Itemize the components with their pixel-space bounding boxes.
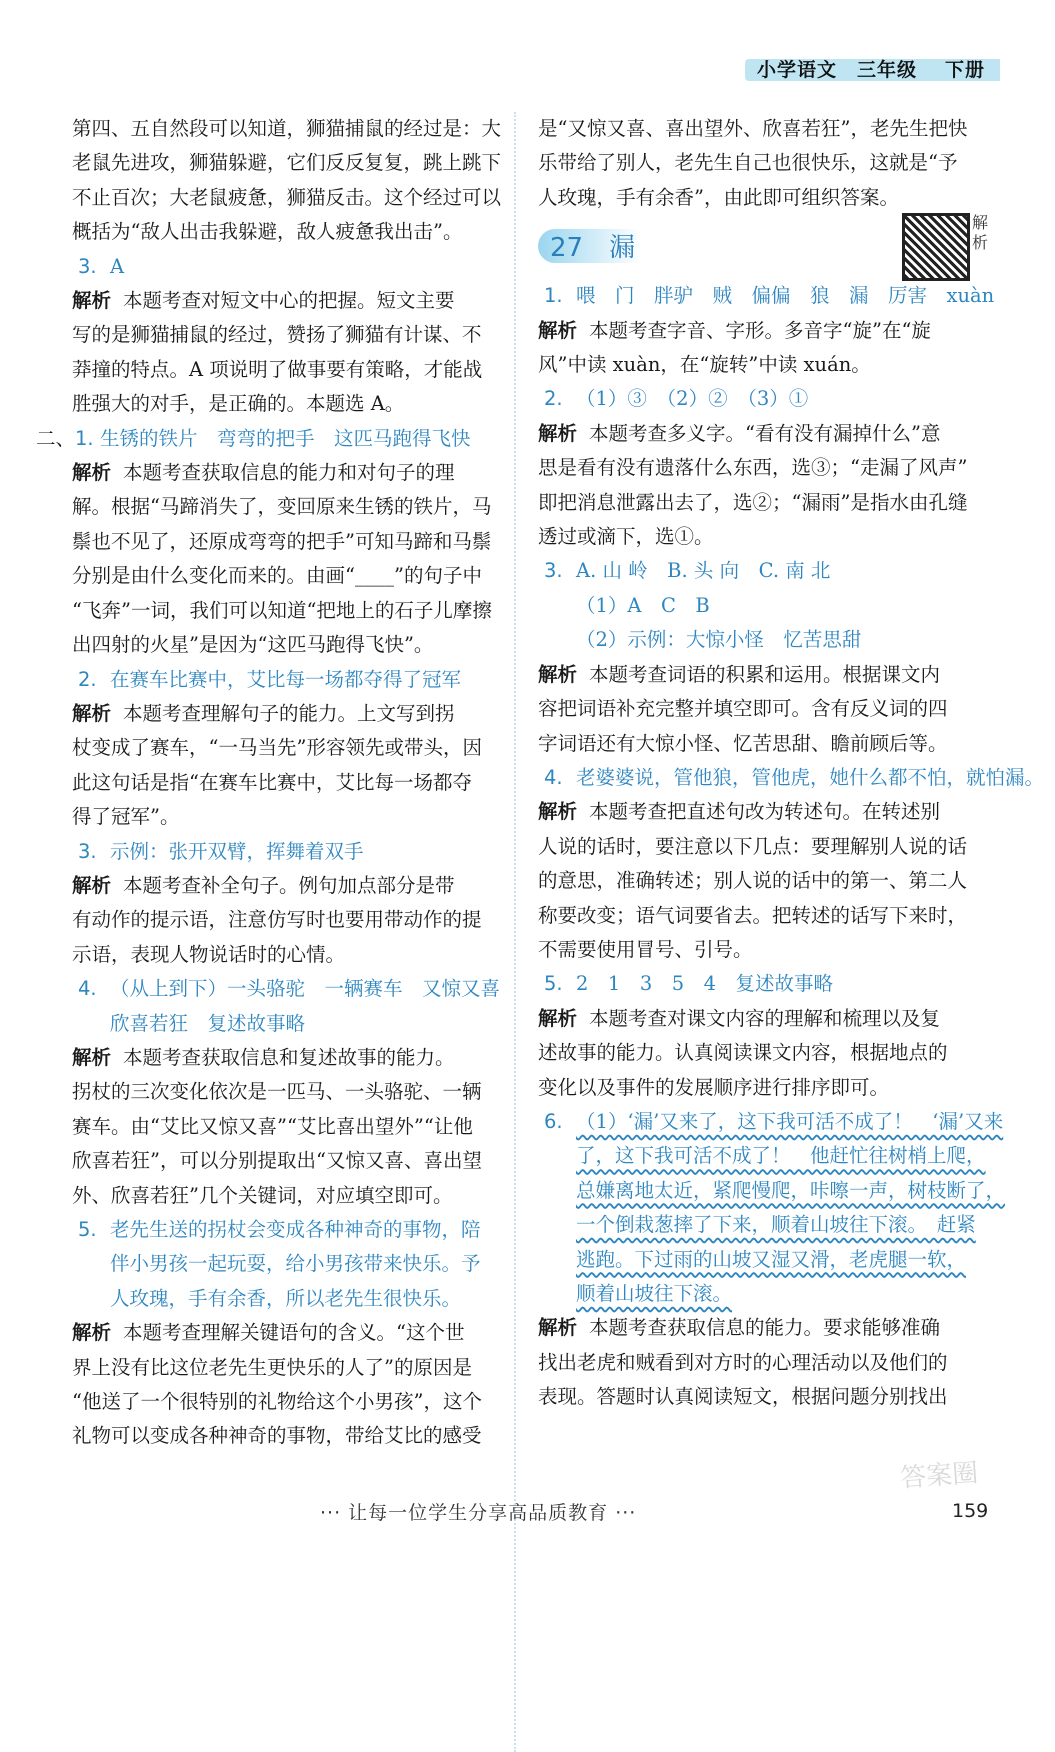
text-line: 有动作的提示语，注意仿写时也要用带动作的提 xyxy=(72,908,482,932)
analysis-label: 解析 xyxy=(72,461,112,485)
answer-text: （1）A C B xyxy=(576,593,710,617)
right-answers xyxy=(538,279,1045,1414)
analysis-text: 本题考查多义字。“看有没有漏掉什么”意 xyxy=(589,421,941,445)
answer-text: 总嫌离地太近，紧爬慢爬，咔嚓一声，树枝断了， xyxy=(576,1178,1006,1202)
question-number: 6. xyxy=(544,1109,563,1133)
answer-text: （1）‘漏’又来了，这下我可活不成了！ ‘漏’又来 xyxy=(576,1109,1004,1133)
watermark: 答案圈 xyxy=(899,1458,980,1494)
text-line: 即把消息泄露出去了，选②；“漏雨”是指水由孔缝 xyxy=(538,490,968,514)
text-line: 分别是由什么变化而来的。由画“____”的句子中 xyxy=(72,564,482,588)
answer-line xyxy=(538,1174,1006,1208)
text-line: 解。根据“马蹄消失了，变回原来生锈的铁片，马 xyxy=(72,495,492,519)
text-line: 乐带给了别人，老先生自己也很快乐，这就是“予 xyxy=(538,151,958,175)
text-line: 出四射的火星”是因为“这匹马跑得飞快”。 xyxy=(72,633,434,657)
left-column xyxy=(36,112,504,1454)
analysis-text: 本题考查对短文中心的把握。短文主要 xyxy=(123,289,455,313)
text-line: 称要改变；语气词要省去。把转述的话写下来时， xyxy=(538,903,968,927)
text-line: 是“又惊又喜、喜出望外、欣喜若狂”，老先生把快 xyxy=(538,117,968,140)
analysis-text: 本题考查对课文内容的理解和梳理以及复 xyxy=(589,1006,941,1030)
analysis-line xyxy=(72,1316,504,1350)
text-line: 莽撞的特点。A 项说明了做事要有策略，才能战 xyxy=(72,357,483,381)
analysis-text: 本题考查获取信息和复述故事的能力。 xyxy=(123,1045,455,1069)
question-number: 3. xyxy=(544,559,563,583)
answer-text: 在赛车比赛中，艾比每一场都夺得了冠军 xyxy=(110,667,462,691)
answer-text: 人玫瑰，手有余香，所以老先生很快乐。 xyxy=(110,1286,462,1310)
answer-line xyxy=(538,761,1045,795)
analysis-line xyxy=(538,1002,990,1036)
answer-line xyxy=(538,554,990,588)
answer-text: （从上到下）一头骆驼 一辆赛车 又惊又喜 xyxy=(110,977,501,1001)
answer-line xyxy=(72,1213,504,1247)
text-line: 赛车。由“艾比又惊又喜”“艾比喜出望外”“让他 xyxy=(72,1114,473,1138)
text-line: 透过或滴下，选①。 xyxy=(538,525,714,549)
analysis-line xyxy=(72,1041,504,1075)
analysis-label: 解析 xyxy=(538,800,578,824)
text-line: 得了冠军”。 xyxy=(72,805,180,829)
answer-text: 一个倒栽葱摔了下来，顺着山坡往下滚。 赶紧 xyxy=(576,1213,976,1237)
analysis-line xyxy=(538,658,990,692)
qr-label: 解析 xyxy=(972,213,989,253)
answer-text: 了，这下我可活不成了！ 他赶忙往树梢上爬， xyxy=(576,1144,986,1168)
answer-line xyxy=(538,1208,990,1242)
lesson-title xyxy=(538,213,990,275)
answer-line xyxy=(538,1243,990,1277)
analysis-label: 解析 xyxy=(538,1316,578,1340)
answer-text: 伴小男孩一起玩耍，给小男孩带来快乐。予 xyxy=(110,1252,481,1276)
answer-line xyxy=(72,972,504,1006)
text-line: 风”中读 xuàn，在“旋转”中读 xuán。 xyxy=(538,353,871,377)
question-number: 5. xyxy=(544,972,563,996)
text-line: “他送了一个很特别的礼物给这个小男孩”，这个 xyxy=(72,1390,482,1414)
analysis-text: 本题考查补全句子。例句加点部分是带 xyxy=(123,873,455,897)
text-line: 述故事的能力。认真阅读课文内容，根据地点的 xyxy=(538,1041,948,1065)
text-line: “飞奔”一词，我们可以知道“把地上的石子儿摩擦 xyxy=(72,598,492,622)
analysis-label: 解析 xyxy=(72,873,112,897)
answer-line xyxy=(538,1277,990,1311)
answer-text: 欣喜若狂 复述故事略 xyxy=(110,1011,306,1035)
text-line: 礼物可以变成各种神奇的事物，带给艾比的感受 xyxy=(72,1424,482,1448)
right-column xyxy=(538,112,1045,1415)
answer-text: 示例：张开双臂，挥舞着双手 xyxy=(110,839,364,863)
analysis-line xyxy=(72,697,504,731)
analysis-label: 解析 xyxy=(538,662,578,686)
text-line: 示语，表现人物说话时的心情。 xyxy=(72,942,346,966)
answer-line xyxy=(538,1139,990,1173)
header-subject: 小学语文 xyxy=(757,59,838,81)
answer-text: 顺着山坡往下滚。 xyxy=(576,1282,733,1305)
text-line: 容把词语补充完整并填空即可。含有反义词的四 xyxy=(538,697,948,721)
answer-text: （2）示例：大惊小怪 忆苦思甜 xyxy=(576,628,862,652)
header-grade: 三年级 xyxy=(857,59,918,81)
analysis-line xyxy=(538,417,990,451)
answer-line xyxy=(72,250,504,284)
analysis-text: 本题考查把直述句改为转述句。在转述别 xyxy=(589,800,941,824)
answer-line xyxy=(538,1105,1004,1139)
question-number: 3. xyxy=(78,839,97,863)
answer-line xyxy=(72,1247,504,1281)
analysis-line xyxy=(72,284,504,318)
analysis-line xyxy=(72,456,504,490)
analysis-label: 解析 xyxy=(538,421,578,445)
text-line: 拐杖的三次变化依次是一匹马、一头骆驼、一辆 xyxy=(72,1080,482,1104)
answer-text: 逃跑。下过雨的山坡又湿又滑，老虎腿一软， xyxy=(576,1247,967,1271)
analysis-label: 解析 xyxy=(538,318,578,342)
text-line: 胜强大的对手，是正确的。本题选 A。 xyxy=(72,392,405,416)
answer-line xyxy=(538,589,990,623)
text-line: 表现。答题时认真阅读短文，根据问题分别找出 xyxy=(538,1385,948,1409)
answer-text: 喂 门 胖驴 贼 偏偏 狼 漏 厉害 xuàn xyxy=(576,284,995,308)
answer-line xyxy=(538,382,990,416)
text-line: 鬃也不见了，还原成弯弯的把手”可知马蹄和马鬃 xyxy=(72,529,492,553)
analysis-text: 本题考查理解关键语句的含义。“这个世 xyxy=(123,1321,465,1345)
text-line: 人说的话时，要注意以下几点：要理解别人说的话 xyxy=(538,834,968,858)
analysis-line xyxy=(538,1311,990,1345)
right-top-continuation xyxy=(538,112,990,215)
text-line: 此这句话是指“在赛车比赛中，艾比每一场都夺 xyxy=(72,770,472,794)
answer-line xyxy=(538,279,995,313)
qr-code[interactable] xyxy=(902,213,970,281)
header-volume: 下册 xyxy=(945,59,986,81)
text-line: 不需要使用冒号、引号。 xyxy=(538,937,753,961)
page-header xyxy=(745,55,1000,87)
text-line: 字词语还有大惊小怪、忆苦思甜、瞻前顾后等。 xyxy=(538,731,948,755)
text-line: 写的是狮猫捕鼠的经过，赞扬了狮猫有计谋、不 xyxy=(72,323,482,347)
answer-line xyxy=(72,663,504,697)
question-number: 2. xyxy=(544,387,563,411)
analysis-label: 解析 xyxy=(72,1321,112,1345)
analysis-label: 解析 xyxy=(538,1006,578,1030)
question-number: 2. xyxy=(78,667,97,691)
analysis-label: 解析 xyxy=(72,289,112,313)
question-number: 3. xyxy=(78,254,97,278)
answer-line xyxy=(36,422,504,456)
analysis-text: 本题考查字音、字形。多音字“旋”在“旋 xyxy=(589,318,931,342)
analysis-text: 本题考查获取信息的能力。要求能够准确 xyxy=(589,1316,941,1340)
analysis-label: 解析 xyxy=(72,1045,112,1069)
answer-text: A xyxy=(110,254,125,278)
text-line: 的意思，准确转述；别人说的话中的第一、第二人 xyxy=(538,869,968,893)
text-line: 找出老虎和贼看到对方时的心理活动以及他们的 xyxy=(538,1350,948,1374)
answer-line xyxy=(72,835,504,869)
section-number: 二、 xyxy=(36,426,76,450)
lesson-number: 27 漏 xyxy=(550,233,636,264)
text-line: 变化以及事件的发展顺序进行排序即可。 xyxy=(538,1075,890,1099)
answer-line xyxy=(538,623,990,657)
analysis-line xyxy=(538,314,990,348)
question-number: 4. xyxy=(78,977,97,1001)
analysis-text: 本题考查理解句子的能力。上文写到拐 xyxy=(123,701,455,725)
answer-text: 生锈的铁片 弯弯的把手 这匹马跑得飞快 xyxy=(100,426,471,450)
text-line: 人玫瑰，手有余香”，由此即可组织答案。 xyxy=(538,185,899,209)
answer-text: 2 1 3 5 4 复述故事略 xyxy=(576,972,834,996)
text-line: 不止百次；大老鼠疲惫，狮猫反击。这个经过可以 xyxy=(72,185,502,209)
analysis-line xyxy=(538,795,990,829)
answer-text: 老先生送的拐杖会变成各种神奇的事物，陪 xyxy=(110,1218,481,1241)
answer-line xyxy=(72,1007,504,1041)
text-line: 杖变成了赛车，“一马当先”形容领先或带头，因 xyxy=(72,736,482,760)
analysis-label: 解析 xyxy=(72,701,112,725)
question-number: 1. xyxy=(75,426,94,450)
text-line: 欣喜若狂”，可以分别提取出“又惊又喜、喜出望 xyxy=(72,1149,482,1173)
answer-text: 老婆婆说，管他狼，管他虎，她什么都不怕，就怕漏。 xyxy=(576,765,1045,789)
analysis-text: 本题考查词语的积累和运用。根据课文内 xyxy=(589,662,941,686)
text-line: 界上没有比这位老先生更快乐的人了”的原因是 xyxy=(72,1355,472,1379)
text-line: 外、欣喜若狂”几个关键词，对应填空即可。 xyxy=(72,1183,453,1207)
lesson-name: 漏 xyxy=(609,233,636,264)
text-line: 思是看有没有遗落什么东西，选③；“走漏了风声” xyxy=(538,456,968,480)
answer-line xyxy=(72,1282,504,1316)
answer-text: A. 山 岭 B. 头 向 C. 南 北 xyxy=(576,559,831,583)
answer-text: （1）③ （2）② （3）① xyxy=(576,387,809,411)
analysis-line xyxy=(72,869,504,903)
text-line: 概括为“敌人出击我躲避，敌人疲惫我出击”。 xyxy=(72,220,463,244)
answer-line xyxy=(538,967,990,1001)
text-line: 老鼠先进攻，狮猫躲避，它们反反复复，跳上跳下 xyxy=(72,151,502,175)
question-number: 4. xyxy=(544,765,563,789)
question-number: 5. xyxy=(78,1218,97,1241)
analysis-text: 本题考查获取信息的能力和对句子的理 xyxy=(123,461,455,485)
page-number: 159 xyxy=(952,1500,989,1522)
text-line: 第四、五自然段可以知道，狮猫捕鼠的经过是：大 xyxy=(72,117,502,140)
question-number: 1. xyxy=(544,284,563,308)
footer-slogan: ··· 让每一位学生分享高品质教育 ··· xyxy=(320,1502,637,1524)
